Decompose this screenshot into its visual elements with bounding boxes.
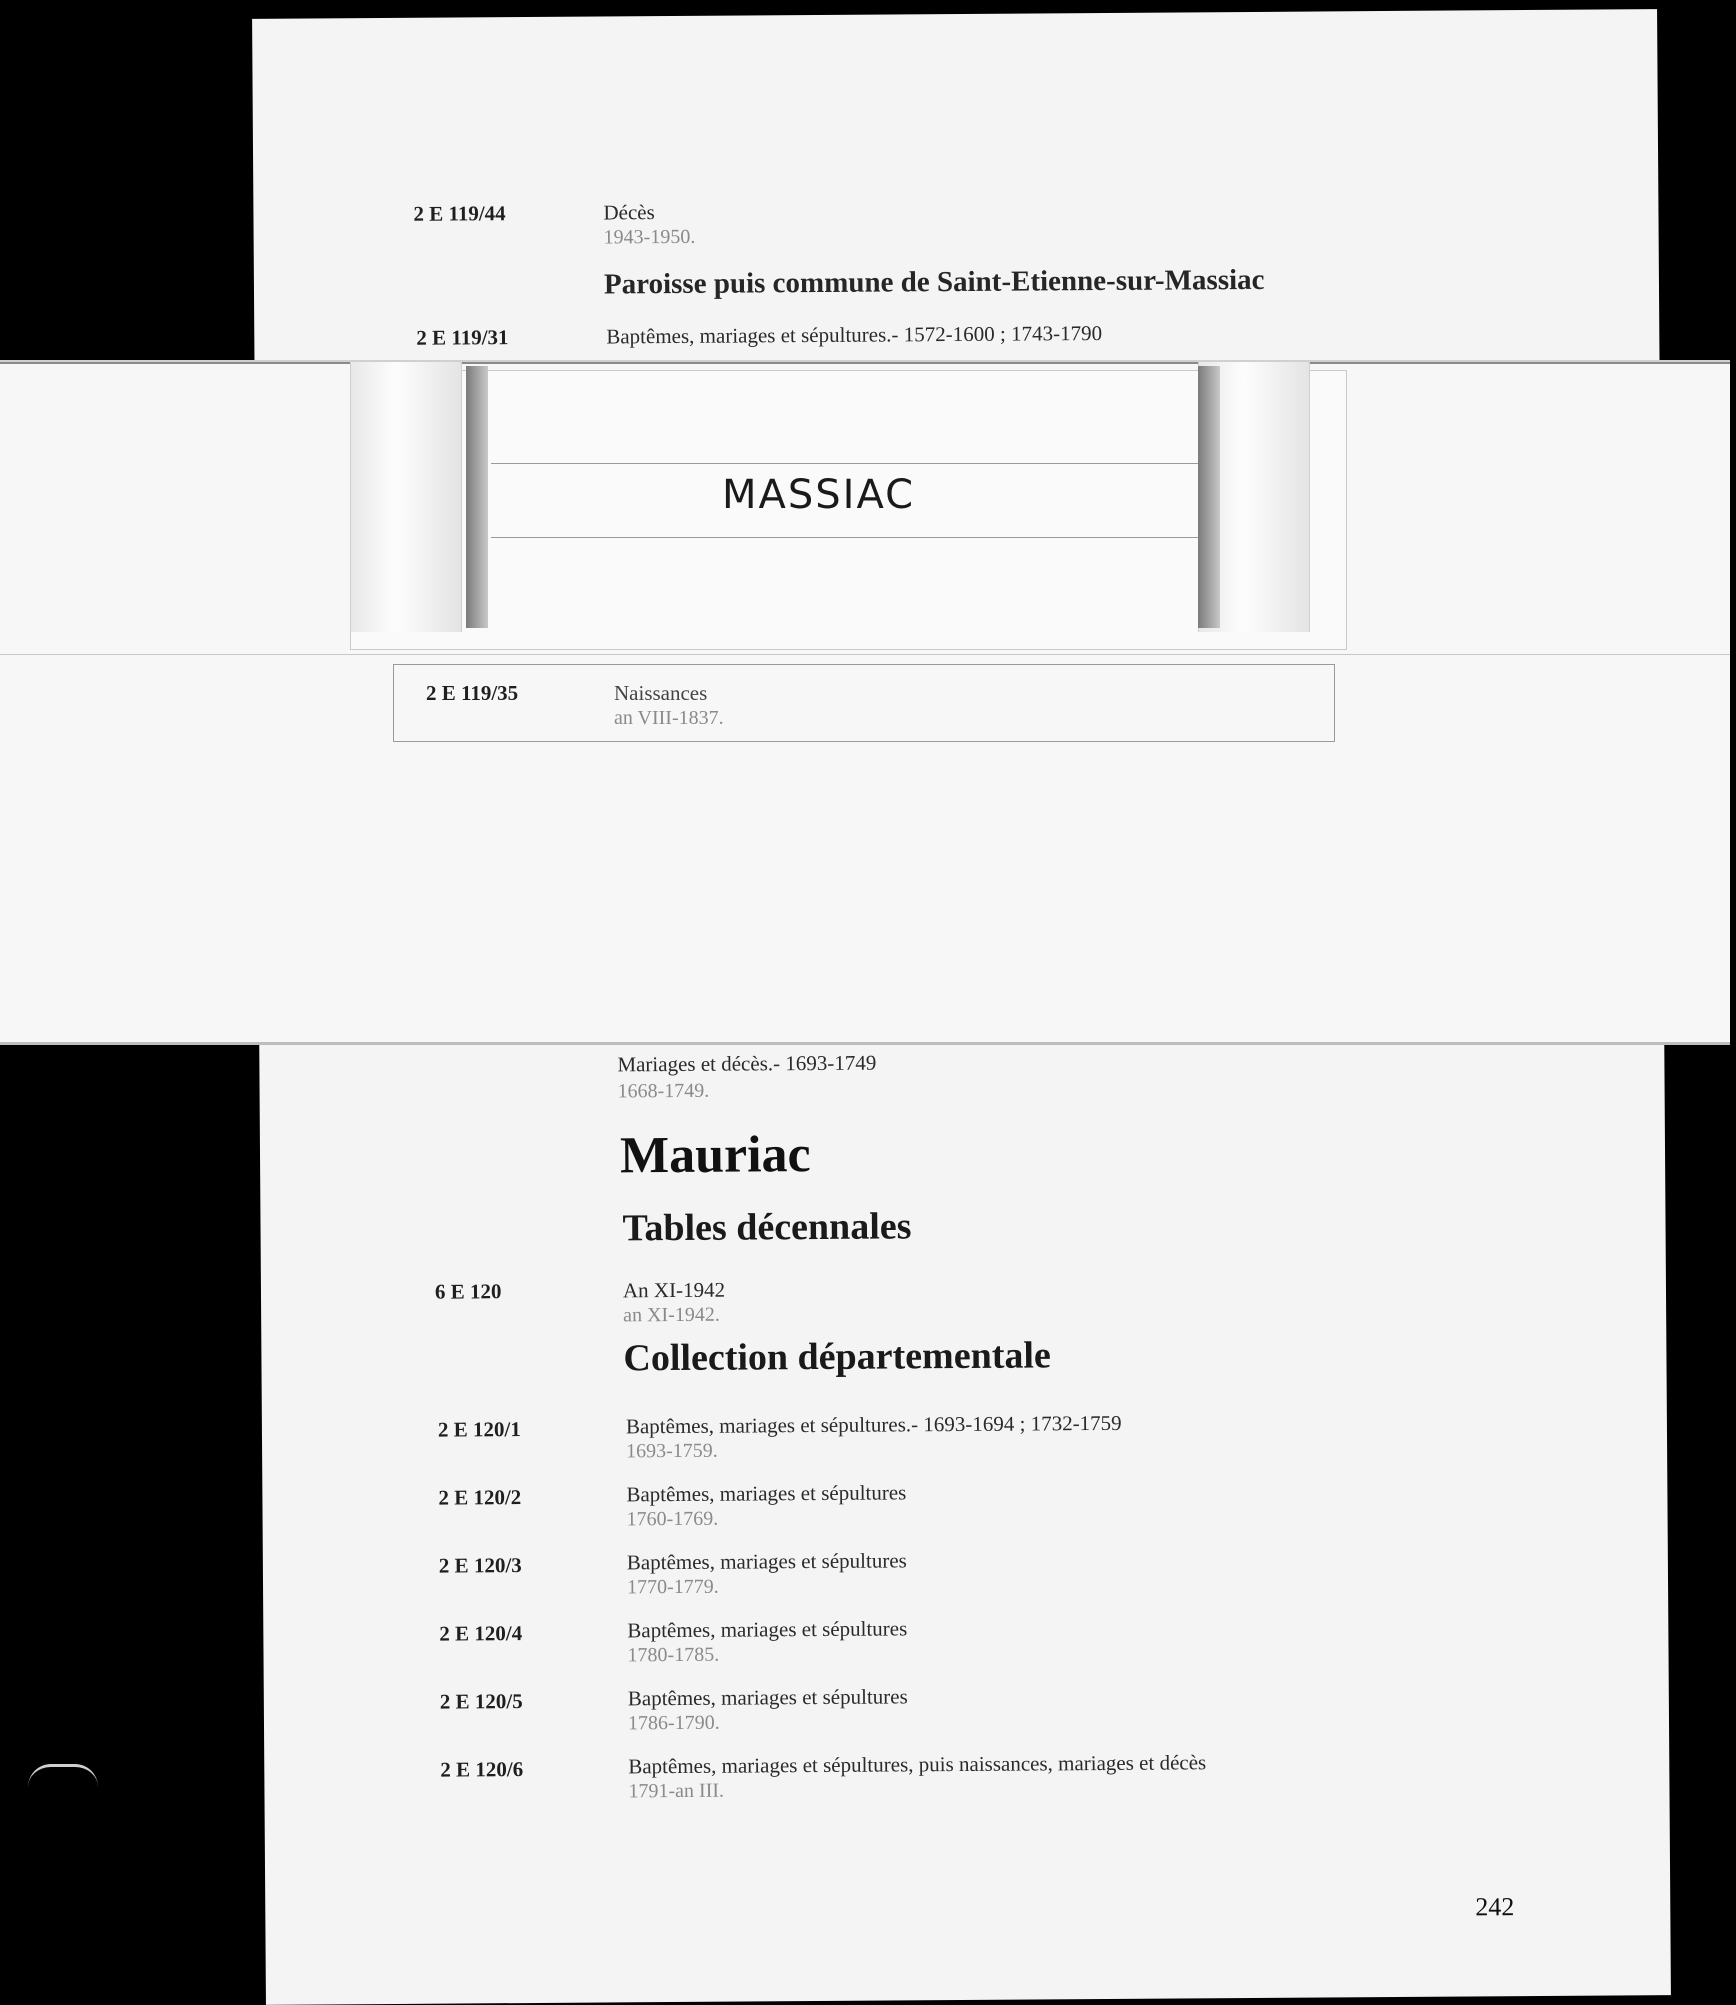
tape-shadow-right (1198, 366, 1220, 628)
entry-dates: 1791-an III. (628, 1779, 725, 1803)
entry-cote: 2 E 120/6 (440, 1757, 524, 1782)
entry-cote: 2 E 120/3 (438, 1553, 522, 1578)
entry-title: Baptêmes, mariages et sépultures.- 1572-1600 ; 1743-1790 (606, 321, 1103, 349)
entry-dates: an XI-1942. (623, 1303, 720, 1327)
entry-title: Naissances (614, 681, 708, 705)
entry-dates: 1760-1769. (626, 1507, 719, 1531)
entry-cote: 2 E 119/35 (426, 681, 519, 705)
overlay-entry-box (393, 664, 1335, 742)
paper-scrap (28, 1764, 98, 1787)
entry-title: Baptêmes, mariages et sépultures (626, 1548, 907, 1575)
entry-cote: 2 E 119/44 (413, 201, 506, 226)
entry-title: Baptêmes, mariages et sépultures (626, 1480, 907, 1507)
entry-dates: 1786-1790. (627, 1711, 720, 1735)
entry-dates: an VIII-1837. (614, 707, 724, 729)
label-line (491, 463, 1221, 464)
entry-dates: 1770-1779. (626, 1575, 719, 1599)
entry-cote: 2 E 120/2 (438, 1485, 522, 1510)
entry-title: Baptêmes, mariages et sépultures (627, 1684, 908, 1711)
page-number: 242 (1475, 1892, 1515, 1922)
section-heading-tables: Tables décennales (622, 1205, 912, 1250)
entry-title: Baptêmes, mariages et sépultures (627, 1616, 908, 1643)
fold-line (0, 654, 1730, 655)
tape-strip-left (350, 362, 462, 632)
entry-dates: 1943-1950. (603, 225, 696, 249)
handwritten-label: MASSIAC (722, 472, 916, 518)
entry-cote: 2 E 120/5 (439, 1689, 523, 1714)
commune-heading: Mauriac (619, 1126, 811, 1185)
entry-cote: 6 E 120 (434, 1279, 502, 1304)
entry-cote: 2 E 120/1 (437, 1417, 521, 1442)
entry-title: Décès (603, 200, 655, 225)
entry-dates: 1693-1759. (626, 1439, 718, 1463)
overlay-label-sheet (0, 360, 1730, 1045)
entry-dates: 1668-1749. (617, 1079, 710, 1103)
entry-cote: 2 E 120/4 (439, 1621, 523, 1646)
parish-heading: Paroisse puis commune de Saint-Etienne-sur-Massiac (603, 263, 1265, 301)
label-line (491, 537, 1221, 538)
entry-cote: 2 E 119/31 (416, 325, 509, 350)
entry-dates: 1780-1785. (627, 1643, 720, 1667)
entry-title: Baptêmes, mariages et sépultures, puis naissances, mariages et décès (628, 1750, 1207, 1779)
section-heading-collection: Collection départementale (623, 1334, 1051, 1380)
tape-shadow-left (466, 366, 488, 628)
entry-title: Baptêmes, mariages et sépultures.- 1693-1694 ; 1732-1759 (625, 1410, 1122, 1439)
entry-title: An XI-1942 (622, 1277, 726, 1303)
entry-title: Mariages et décès.- 1693-1749 (617, 1050, 877, 1077)
